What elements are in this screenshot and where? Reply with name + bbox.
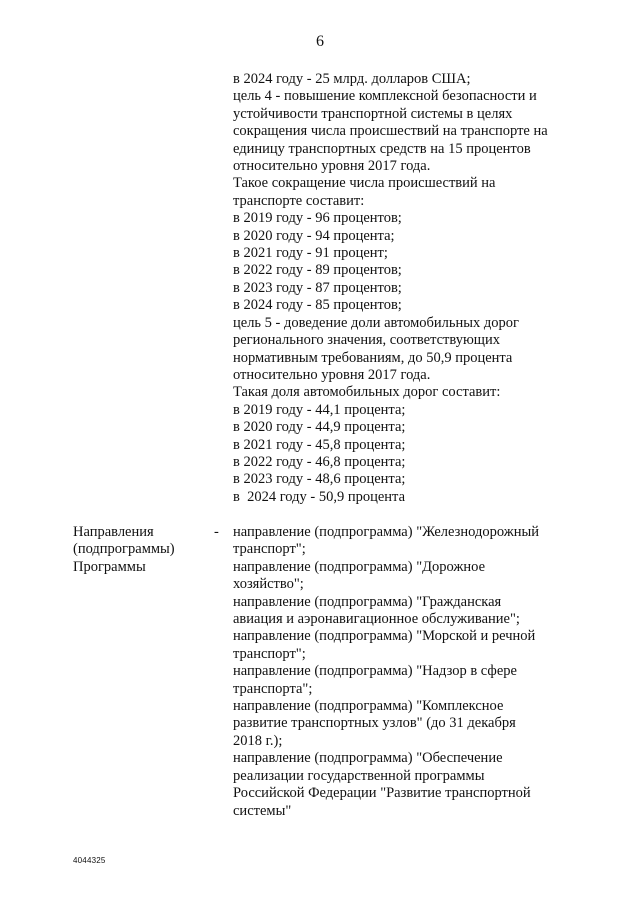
direction-line: 2018 г.); <box>233 732 283 749</box>
direction-line: транспорта"; <box>233 680 313 697</box>
text-line: в 2020 году - 44,9 процента; <box>233 419 406 436</box>
text-line: в 2024 году - 85 процентов; <box>233 297 402 314</box>
label-dash: - <box>214 524 219 540</box>
text-line: сокращения числа происшествий на транспорте на <box>233 123 548 140</box>
text-line: устойчивости транспортной системы в целях <box>233 105 513 122</box>
text-line: Такая доля автомобильных дорог составит: <box>233 384 501 401</box>
text-line: в 2022 году - 46,8 процента; <box>233 453 406 470</box>
text-line: транспорте составит: <box>233 192 365 209</box>
text-line: цель 4 - повышение комплексной безопасности и <box>233 88 537 105</box>
direction-line: хозяйство"; <box>233 576 304 593</box>
text-line: в 2022 году - 89 процентов; <box>233 262 402 279</box>
direction-line: направление (подпрограмма) "Морской и речной <box>233 628 536 645</box>
label-line: Направления <box>73 524 154 540</box>
text-line: в 2024 году - 50,9 процента <box>233 488 406 505</box>
goals-text-block <box>233 71 603 506</box>
document-code: 4044325 <box>73 856 106 865</box>
text-line: нормативным требованиям, до 50,9 процента <box>233 349 513 366</box>
text-line: в 2019 году - 96 процентов; <box>233 210 402 227</box>
direction-line: направление (подпрограмма) "Гражданская <box>233 593 502 610</box>
text-line: Такое сокращение числа происшествий на <box>233 175 496 192</box>
direction-line: транспорт"; <box>233 645 306 662</box>
direction-line: реализации государственной программы <box>233 767 485 784</box>
page-number: 6 <box>316 33 324 50</box>
label-line: Программы <box>73 558 146 575</box>
text-line: в 2021 году - 45,8 процента; <box>233 436 406 453</box>
text-line: в 2024 году - 25 млрд. долларов США; <box>233 71 471 87</box>
label-line: (подпрограммы) <box>73 541 175 558</box>
direction-line: Российской Федерации "Развитие транспортной <box>233 785 531 802</box>
direction-line: авиация и аэронавигационное обслуживание"; <box>233 611 520 628</box>
direction-line: направление (подпрограмма) "Железнодорожный <box>233 524 540 540</box>
text-line: в 2023 году - 87 процентов; <box>233 279 402 296</box>
direction-line: развитие транспортных узлов" (до 31 декабря <box>233 715 516 732</box>
text-line: в 2023 году - 48,6 процента; <box>233 471 406 488</box>
direction-line: транспорт"; <box>233 541 306 558</box>
directions-label <box>73 524 213 576</box>
direction-line: направление (подпрограмма) "Дорожное <box>233 558 486 575</box>
text-line: в 2019 году - 44,1 процента; <box>233 401 406 418</box>
text-line: регионального значения, соответствующих <box>233 332 500 349</box>
direction-line: системы" <box>233 802 292 819</box>
text-line: в 2021 году - 91 процент; <box>233 245 388 262</box>
text-line: относительно уровня 2017 года. <box>233 366 431 383</box>
directions-list <box>233 524 613 820</box>
text-line: цель 5 - доведение доли автомобильных дорог <box>233 314 519 331</box>
text-line: относительно уровня 2017 года. <box>233 158 431 175</box>
direction-line: направление (подпрограмма) "Надзор в сфере <box>233 663 517 680</box>
direction-line: направление (подпрограмма) "Комплексное <box>233 698 504 715</box>
text-line: единицу транспортных средств на 15 процентов <box>233 140 531 157</box>
direction-line: направление (подпрограмма) "Обеспечение <box>233 750 503 767</box>
text-line: в 2020 году - 94 процента; <box>233 227 395 244</box>
